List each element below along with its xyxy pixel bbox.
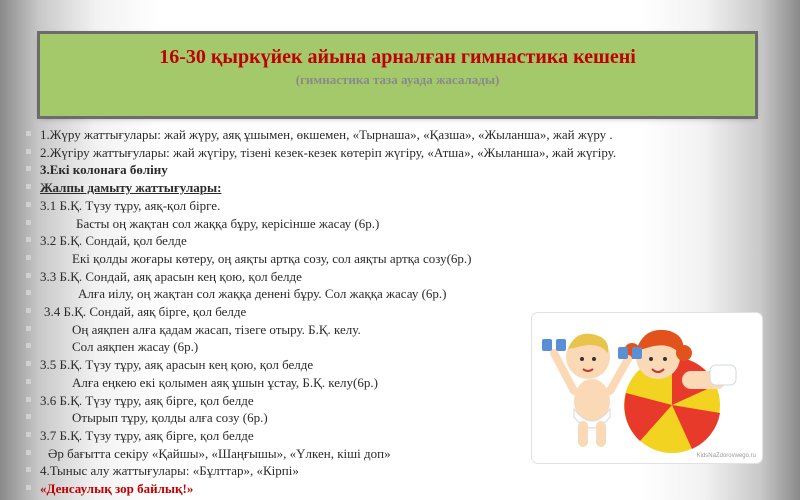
bullet-marker (26, 131, 31, 136)
bullet-marker (26, 485, 31, 490)
bullet-marker (26, 166, 31, 171)
exercise-line-text: 3.6 Б.Қ. Түзу тұру, аяқ бірге, қол белде (40, 392, 254, 408)
title-banner (40, 34, 755, 116)
bullet-marker (26, 432, 31, 437)
exercise-line (28, 144, 768, 162)
exercise-line (28, 232, 768, 250)
exercise-line (28, 215, 768, 233)
exercise-line-text: Екі қолды жоғары көтеру, оң аяқты артқа созу, сол аяқты артқа созу(6р.) (72, 250, 472, 266)
children-exercising-illustration-icon (532, 313, 762, 463)
exercise-line-text: Басты оң жақтан сол жаққа бұру, керісінше жасау (6р.) (76, 215, 380, 231)
bullet-marker (26, 290, 31, 295)
exercise-line-text: Алға еңкею екі қолымен аяқ ұшын ұстау, Б.Қ. келу(6р.) (72, 374, 378, 390)
bullet-marker (26, 184, 31, 189)
bullet-marker (26, 450, 31, 455)
exercise-line (28, 126, 768, 144)
picture-caption: KidsNaZdorovwego.ru (696, 453, 756, 459)
exercise-line-text: Отырып тұру, қолды алға созу (6р.) (72, 410, 268, 426)
slide-title: 16-30 қыркүйек айына арналған гимнастика кешені (159, 46, 636, 68)
exercise-line (28, 268, 768, 286)
exercise-line-text: 3.5 Б.Қ. Түзу тұру, аяқ арасын кең қою, қол белде (40, 357, 314, 373)
bullet-marker (26, 237, 31, 242)
slide-subtitle: (гимнастика таза ауада жасалады) (295, 72, 500, 87)
bullet-marker (26, 343, 31, 348)
bullet-marker (26, 326, 31, 331)
exercise-line (28, 250, 768, 268)
exercise-line-text: 3.4 Б.Қ. Сондай, аяқ бірге, қол белде (44, 304, 247, 320)
bullet-marker (26, 467, 31, 472)
exercise-line-text: «Денсаулық зор байлық!» (40, 481, 194, 497)
bullet-marker (26, 273, 31, 278)
exercise-line-text: 3.1 Б.Қ. Түзу тұру, аяқ-қол бірге. (40, 197, 221, 213)
children-exercise-picture (532, 313, 762, 463)
exercise-line (28, 462, 768, 480)
exercise-line-text: 3.3 Б.Қ. Сондай, аяқ арасын кең қою, қол белде (40, 268, 302, 284)
exercise-line (28, 480, 768, 498)
bullet-marker (26, 308, 31, 313)
exercise-line-text: 4.Тыныс алу жаттығулары: «Бұлттар», «Кірпі» (40, 463, 299, 479)
exercise-line-text: Жалпы дамыту жаттығулары: (40, 180, 222, 196)
exercise-line (28, 285, 768, 303)
exercise-line-text: 3.7 Б.Қ. Түзу тұру, аяқ бірге, қол белде (40, 427, 254, 443)
bullet-marker (26, 220, 31, 225)
exercise-line (28, 197, 768, 215)
exercise-line (28, 161, 768, 179)
exercise-line-text: 3.2 Б.Қ. Сондай, қол белде (40, 233, 187, 249)
bullet-marker (26, 149, 31, 154)
bullet-marker (26, 379, 31, 384)
exercise-line-text: Оң аяқпен алға қадам жасап, тізеге отыру. Б.Қ. келу. (72, 321, 361, 337)
exercise-line-text: Сол аяқпен жасау (6р.) (72, 339, 199, 355)
exercise-line-text: 3.Екі колонаға бөліну (40, 162, 168, 178)
exercise-line-text: 2.Жүгіру жаттығулары: жай жүгіру, тізені кезек-кезек көтеріп жүгіру, «Атша», «Жыланша», жай жүгіру. (40, 144, 617, 160)
exercise-line (28, 179, 768, 197)
bullet-marker (26, 414, 31, 419)
bullet-marker (26, 255, 31, 260)
exercise-line-text: 1.Жүру жаттығулары: жай жүру, аяқ ұшымен, өкшемен, «Тырнаша», «Қазша», «Жыланша», жай жүру . (40, 127, 613, 142)
bullet-marker (26, 397, 31, 402)
exercise-line-text: Алға иілу, оң жақтан сол жаққа денені бұру. Сол жаққа жасау (6р.) (78, 286, 447, 302)
bullet-marker (26, 202, 31, 207)
bullet-marker (26, 361, 31, 366)
exercise-line-text: Әр бағытта секіру «Қайшы», «Шаңғышы», «Үлкен, кіші доп» (48, 445, 391, 461)
